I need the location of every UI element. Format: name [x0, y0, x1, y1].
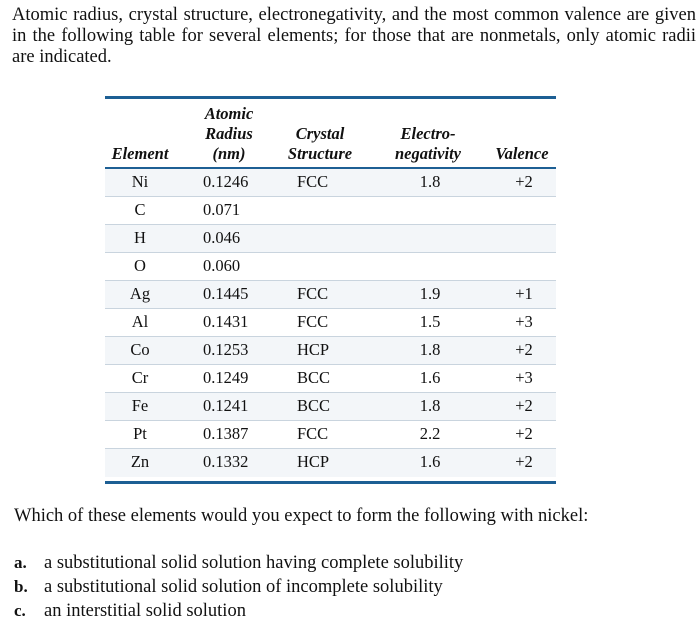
- cell-electronegativity: 1.9: [419, 284, 441, 303]
- cell-electronegativity: 1.6: [419, 368, 441, 387]
- cell-valence: +1: [515, 284, 533, 303]
- header-electronegativity: Electro- negativity: [395, 124, 461, 163]
- table-row: [105, 197, 556, 225]
- table-bottom-rule: [105, 481, 556, 484]
- cell-crystal-structure: HCP: [297, 340, 330, 359]
- cell-atomic-radius: 0.071: [203, 200, 241, 219]
- question-text: Which of these elements would you expect to form the following with nickel:: [14, 506, 589, 526]
- cell-crystal-structure: HCP: [297, 452, 330, 471]
- cell-crystal-structure: BCC: [297, 396, 331, 415]
- cell-atomic-radius: 0.060: [203, 256, 241, 275]
- cell-crystal-structure: BCC: [297, 368, 331, 387]
- cell-valence: +2: [515, 172, 533, 191]
- cell-element: O: [134, 256, 146, 275]
- table-row: [105, 449, 556, 477]
- cell-atomic-radius: 0.1445: [203, 284, 249, 303]
- header-valence: Valence: [495, 144, 549, 163]
- option-b-letter: b.: [14, 577, 28, 596]
- cell-electronegativity: 2.2: [419, 424, 441, 443]
- cell-element: Ni: [131, 172, 149, 191]
- table-row: [105, 393, 556, 421]
- cell-atomic-radius: 0.1387: [203, 424, 249, 443]
- cell-valence: +3: [515, 368, 533, 387]
- table-row: [105, 309, 556, 337]
- cell-atomic-radius: 0.1253: [203, 340, 249, 359]
- option-a-letter: a.: [14, 553, 27, 572]
- table-row: [105, 169, 556, 197]
- cell-atomic-radius: 0.1246: [203, 172, 249, 191]
- option-a-text: a substitutional solid solution having complete solubility: [44, 553, 464, 573]
- cell-atomic-radius: 0.1241: [203, 396, 249, 415]
- cell-crystal-structure: FCC: [297, 312, 329, 331]
- option-c: [14, 599, 463, 623]
- cell-element: H: [134, 228, 146, 247]
- cell-element: Al: [131, 312, 149, 331]
- cell-crystal-structure: FCC: [297, 284, 329, 303]
- table-top-rule: [105, 96, 556, 99]
- option-c-letter: c.: [14, 601, 26, 620]
- cell-electronegativity: 1.8: [419, 172, 441, 191]
- cell-element: Co: [130, 340, 150, 359]
- cell-valence: +2: [515, 396, 533, 415]
- cell-valence: +2: [515, 424, 533, 443]
- cell-atomic-radius: 0.1431: [203, 312, 249, 331]
- cell-electronegativity: 1.8: [419, 340, 441, 359]
- cell-element: Ag: [129, 284, 151, 303]
- cell-atomic-radius: 0.046: [203, 228, 241, 247]
- cell-element: Zn: [130, 452, 150, 471]
- cell-element: C: [134, 200, 146, 219]
- table-body: [105, 169, 556, 477]
- header-crystal-structure: Crystal Structure: [287, 124, 353, 163]
- cell-electronegativity: 1.6: [419, 452, 441, 471]
- answer-options: [14, 551, 463, 623]
- table-row: [105, 365, 556, 393]
- cell-element: Cr: [131, 368, 149, 387]
- option-a: [14, 551, 463, 575]
- problem-intro: Atomic radius, crystal structure, electronegativity, and the most common valence are given in the following table for several elements; for those that are nonmetals, only atomic radii are indicated.: [12, 5, 696, 67]
- table-row: [105, 281, 556, 309]
- option-b-text: a substitutional solid solution of incomplete solubility: [44, 577, 443, 597]
- option-b: [14, 575, 463, 599]
- table-row: [105, 421, 556, 449]
- cell-electronegativity: 1.5: [419, 312, 441, 331]
- cell-atomic-radius: 0.1249: [203, 368, 249, 387]
- option-c-text: an interstitial solid solution: [44, 601, 246, 621]
- cell-crystal-structure: FCC: [297, 172, 329, 191]
- cell-valence: +3: [515, 312, 533, 331]
- cell-valence: +2: [515, 340, 533, 359]
- cell-atomic-radius: 0.1332: [203, 452, 249, 471]
- cell-element: Fe: [131, 396, 149, 415]
- table-row: [105, 337, 556, 365]
- header-element: Element: [111, 144, 169, 163]
- cell-valence: +2: [515, 452, 533, 471]
- cell-element: Pt: [133, 424, 147, 443]
- table-row: [105, 225, 556, 253]
- header-atomic-radius: Atomic Radius (nm): [204, 104, 254, 163]
- cell-electronegativity: 1.8: [419, 396, 441, 415]
- cell-crystal-structure: FCC: [297, 424, 329, 443]
- table-row: [105, 253, 556, 281]
